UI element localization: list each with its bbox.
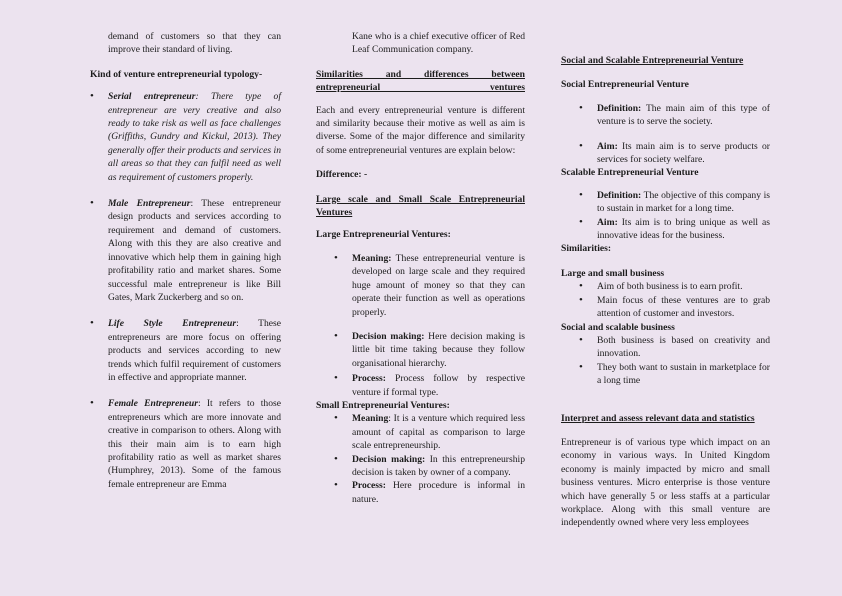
column-3: [561, 54, 770, 530]
social-scalable-heading: Social and Scalable Entrepreneurial Venture: [561, 55, 744, 66]
list-item: [561, 140, 770, 167]
list-item: • Main focus of these ventures are to grab attention of customer and investors.: [561, 294, 770, 321]
statistics-paragraph: Entrepreneur is of various type which impact on an economy in various ways. In United Kingdom economy is mainly impacted by micro and small business ventures. Micro enterprise is those venture which have generally 5 or less staffs at a particular workplace. Along with this small venture are independently owned where very less employees: [561, 436, 770, 529]
item-text: Its main aim is to serve products or services for society welfare.: [597, 140, 770, 166]
item-term: Male Entrepreneur: [108, 198, 191, 210]
large-small-title: Large and small business: [561, 267, 665, 279]
item-term: Process:: [352, 373, 386, 385]
list-item: [90, 197, 281, 304]
list-item: • Aim of both business is to earn profit.: [561, 280, 770, 293]
column-1: [90, 30, 281, 491]
item-term: Serial entrepreneur: [108, 91, 196, 103]
small-ventures-list: [316, 412, 525, 506]
col1-intro: demand of customers so that they can improve their standard of living.: [108, 31, 281, 56]
list-item: [90, 397, 281, 491]
social-venture-list: [561, 102, 770, 167]
list-item: [316, 372, 525, 399]
similarities-label: Similarities:: [561, 243, 612, 255]
item-text: : There type of entrepreneur are very creative and also ready to take risk as well as face challenges (Griffiths, Gundry and Kickul, 2013). They generally offer their products and services in all areas so that they can fulfil need as well as requirement of customers properly.: [108, 91, 281, 183]
item-text: Here procedure is informal in nature.: [352, 480, 525, 505]
list-item: [316, 412, 525, 452]
small-ventures-title: Small Entrepreneurial Ventures:: [316, 399, 450, 411]
list-item: [561, 216, 770, 243]
list-item: • They both want to sustain in marketplace for a long time: [561, 361, 770, 388]
item-term: Meaning: [352, 413, 389, 425]
col2-intro: Kane who is a chief executive officer of Red Leaf Communication company.: [352, 31, 525, 56]
difference-label: Difference: -: [316, 169, 368, 181]
list-item: [561, 102, 770, 129]
item-term: Female Entrepreneur: [108, 398, 198, 410]
item-text: : It refers to those entrepreneurs which are more innovate and creative in comparison to others. Along with this their main aim is to earn high profitability ratio as well as market shares (Humphrey, 2013). Some of the famous female entrepreneur are Emma: [108, 398, 281, 490]
item-text: Its aim is to bring unique as well as innovative ideas for the business.: [597, 216, 770, 242]
statistics-heading: Interpret and assess relevant data and statistics: [561, 412, 755, 424]
item-term: Decision making:: [352, 330, 425, 342]
item-text: These entrepreneurial venture is developed on large scale and they required huge amount of money so that they can operate their function as well as operations properly.: [352, 252, 525, 318]
col2-paragraph: Each and every entrepreneurial venture is different and similarity because their motive as well as aim is diverse. Some of the major difference and similarity of some entrepreneurial ventures are explain below:: [316, 104, 525, 156]
social-scalable-list: [561, 334, 770, 388]
item-text: Here decision making is little bit time taking because they follow organisational hierarchy.: [352, 330, 525, 369]
item-term: Meaning:: [352, 252, 392, 264]
item-term: Aim:: [597, 140, 618, 152]
item-text: The objective of this company is to sustain in market for a long time.: [597, 189, 770, 215]
scalable-venture-title: Scalable Entrepreneurial Venture: [561, 167, 699, 179]
scale-heading: Large scale and Small Scale Entrepreneurial Ventures: [316, 193, 525, 219]
large-ventures-list: [316, 252, 525, 399]
list-item: [90, 317, 281, 384]
item-text: : It is a venture which required less amount of capital as comparison to large scale entrepreneurship.: [352, 413, 525, 452]
similarities-differences-heading: Similarities and differences between entrepreneurial ventures: [316, 68, 525, 94]
item-term: Definition:: [597, 102, 642, 114]
list-item: [316, 252, 525, 319]
list-item: [561, 189, 770, 216]
item-term: Process:: [352, 480, 386, 492]
list-item: [90, 90, 281, 184]
column-2: [316, 30, 525, 506]
item-text: : These entrepreneurs are more focus on offering products and services according to new trends which fulfil requirement of customers in effective and appropriate manner.: [108, 318, 281, 383]
item-text: The main aim of this type of venture is to serve the society.: [597, 102, 770, 128]
list-item: [316, 479, 525, 506]
large-ventures-title: Large Entrepreneurial Ventures:: [316, 229, 451, 241]
social-venture-title: Social Entrepreneurial Venture: [561, 79, 689, 91]
scalable-venture-list: [561, 189, 770, 243]
typology-list: [90, 90, 281, 491]
social-scalable-title: Social and scalable business: [561, 321, 675, 333]
list-item: • Both business is based on creativity and innovation.: [561, 334, 770, 361]
list-item: [316, 453, 525, 480]
item-text: Process follow by respective venture if formal type.: [352, 373, 525, 398]
item-term: Definition:: [597, 189, 642, 201]
item-term: Decision making:: [352, 453, 426, 465]
item-term: Life Style Entrepreneur: [108, 318, 237, 330]
item-text: In this entrepreneurship decision is taken by owner of a company.: [352, 453, 525, 478]
typology-heading: Kind of venture entrepreneurial typology-: [90, 68, 263, 80]
list-item: [316, 330, 525, 370]
item-text: : These entrepreneur design products and services according to requirement and demand of customers. Along with this they are also creative and innovative which help them in gaining high profitability ratio and market shares. Some successful male entrepreneur is like Bill Gates, Mark Zuckerberg and so on.: [108, 198, 281, 303]
large-small-list: [561, 280, 770, 320]
item-term: Aim:: [597, 216, 618, 228]
